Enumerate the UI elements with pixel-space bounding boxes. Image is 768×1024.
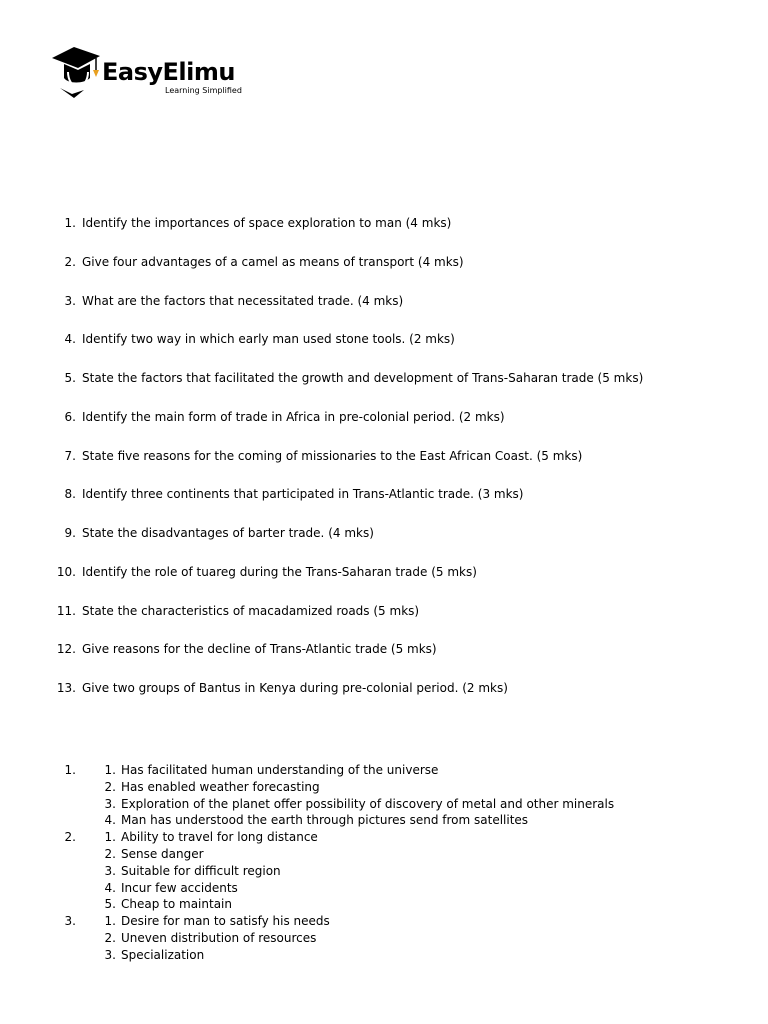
- question-number: 13.: [56, 681, 76, 695]
- answer-point: [0, 880, 768, 897]
- answer-point: [0, 930, 768, 947]
- answer-point-text: Uneven distribution of resources: [121, 930, 317, 945]
- question-text: Identify the main form of trade in Africa in pre-colonial period. (2 mks): [82, 409, 505, 424]
- question-text: State five reasons for the coming of missionaries to the East African Coast. (5 mks): [82, 448, 583, 463]
- answer-point-text: Has enabled weather forecasting: [121, 779, 320, 794]
- answer-point: [0, 762, 768, 779]
- answer-point-number: 3.: [104, 863, 116, 878]
- question-text: Give four advantages of a camel as means of transport (4 mks): [82, 254, 464, 269]
- question-item: [0, 448, 768, 487]
- answer-point-number: 1.: [104, 830, 116, 845]
- question-text: What are the factors that necessitated trade. (4 mks): [82, 293, 404, 308]
- answer-group: [0, 913, 768, 963]
- question-item: [0, 293, 768, 332]
- answer-point: [0, 796, 768, 813]
- answer-point-text: Suitable for difficult region: [121, 863, 281, 878]
- question-item: [0, 215, 768, 254]
- answer-point: [0, 812, 768, 829]
- question-number: 6.: [64, 409, 76, 424]
- answer-points: [0, 762, 768, 829]
- answer-point: [0, 863, 768, 880]
- graduation-cap-icon: [50, 44, 108, 100]
- answer-point-text: Exploration of the planet offer possibility of discovery of metal and other minerals: [121, 796, 615, 811]
- question-number: 2.: [64, 254, 76, 269]
- answer-number: 2.: [64, 830, 76, 845]
- question-text: Identify two way in which early man used stone tools. (2 mks): [82, 332, 455, 347]
- question-text: Identify three continents that participated in Trans-Atlantic trade. (3 mks): [82, 487, 524, 502]
- answer-point: [0, 896, 768, 913]
- answer-point-number: 3.: [104, 796, 116, 811]
- question-number: 4.: [64, 332, 76, 347]
- question-item: [0, 370, 768, 409]
- question-text: Give reasons for the decline of Trans-Atlantic trade (5 mks): [82, 642, 437, 657]
- answer-point: [0, 947, 768, 964]
- answer-point-number: 1.: [104, 914, 116, 929]
- answer-point: [0, 913, 768, 930]
- question-item: [0, 641, 768, 680]
- answer-point-number: 2.: [104, 930, 116, 945]
- answer-number: 1.: [64, 763, 76, 777]
- answer-points: [0, 829, 768, 913]
- question-text: Identify the role of tuareg during the Trans-Saharan trade (5 mks): [82, 564, 477, 579]
- question-item: [0, 486, 768, 525]
- answer-point: [0, 779, 768, 796]
- question-text: State the characteristics of macadamized roads (5 mks): [82, 603, 420, 618]
- answer-point-number: 2.: [104, 779, 116, 794]
- question-text: Identify the importances of space exploration to man (4 mks): [82, 216, 452, 230]
- answer-point-text: Specialization: [121, 947, 205, 962]
- answer-point-text: Incur few accidents: [121, 880, 238, 895]
- question-item: [0, 680, 768, 719]
- question-number: 12.: [56, 642, 76, 657]
- answer-number: 3.: [64, 914, 76, 929]
- answer-point: [0, 846, 768, 863]
- question-number: 1.: [64, 216, 76, 230]
- question-number: 10.: [56, 564, 76, 579]
- answer-list: [0, 762, 768, 964]
- answer-point-number: 4.: [104, 880, 116, 895]
- question-number: 7.: [64, 448, 76, 463]
- answer-point-text: Has facilitated human understanding of the universe: [121, 763, 439, 777]
- question-item: [0, 603, 768, 642]
- question-item: [0, 564, 768, 603]
- answer-point-number: 3.: [104, 947, 116, 962]
- question-number: 3.: [64, 293, 76, 308]
- brand-logo: [50, 44, 250, 102]
- answer-point-number: 4.: [104, 813, 116, 828]
- answer-points: [0, 913, 768, 963]
- question-item: [0, 331, 768, 370]
- answer-point-text: Sense danger: [121, 846, 204, 861]
- answer-point: [0, 829, 768, 846]
- question-list: [0, 215, 768, 719]
- answer-point-number: 2.: [104, 846, 116, 861]
- brand-name: EasyElimu: [102, 58, 235, 86]
- answer-point-text: Man has understood the earth through pictures send from satellites: [121, 813, 529, 828]
- question-item: [0, 409, 768, 448]
- question-number: 9.: [64, 526, 76, 540]
- question-number: 5.: [64, 371, 76, 385]
- question-item: [0, 254, 768, 293]
- answer-point-text: Desire for man to satisfy his needs: [121, 914, 330, 929]
- question-text: State the disadvantages of barter trade. (4 mks): [82, 526, 374, 540]
- question-text: Give two groups of Bantus in Kenya during pre-colonial period. (2 mks): [82, 681, 508, 695]
- question-number: 8.: [64, 487, 76, 502]
- question-text: State the factors that facilitated the growth and development of Trans-Saharan trade (5 mks): [82, 371, 644, 385]
- answer-group: [0, 762, 768, 829]
- answer-point-text: Ability to travel for long distance: [121, 830, 318, 845]
- answer-point-text: Cheap to maintain: [121, 897, 232, 912]
- question-number: 11.: [56, 603, 76, 618]
- answer-point-number: 1.: [104, 763, 116, 777]
- answer-point-number: 5.: [104, 897, 116, 912]
- question-item: [0, 525, 768, 564]
- brand-tagline: Learning Simplified: [165, 86, 242, 95]
- answer-group: [0, 829, 768, 913]
